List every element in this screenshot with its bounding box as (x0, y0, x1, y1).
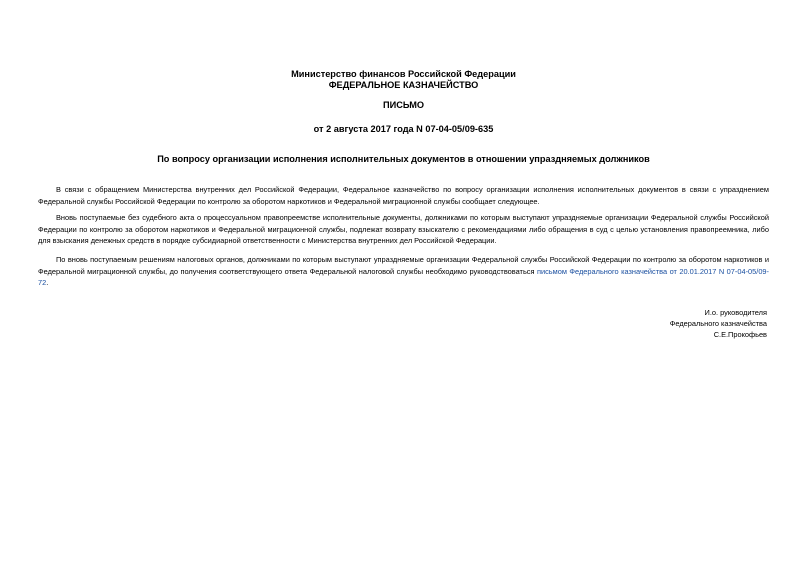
signatory-name: С.Е.Прокофьев (713, 330, 767, 339)
treasury-title: ФЕДЕРАЛЬНОЕ КАЗНАЧЕЙСТВО (328, 80, 479, 90)
document-date-number: от 2 августа 2017 года N 07-04-05/09-635 (313, 124, 494, 134)
document-type: ПИСЬМО (382, 100, 425, 110)
signatory-organization: Федерального казначейства (669, 319, 767, 328)
body-paragraph-2: Вновь поступаемые без судебного акта о процессуальном правопреемстве исполнительные документы, должниками по которым выступают упраздняемые организации Федеральной службы Российской Федерации по контролю за оборотом наркотиков и Федеральной миграционной службы, подлежат возврату взыскателю с рекомендациями либо обращения в суд с целью установления правопреемника, либо для взыскания денежных средств в порядке субсидиарной ответственности с Министерства внутренних дел Российской Федерации. (38, 213, 769, 245)
body-paragraph-3 (38, 254, 769, 289)
paragraph-3-text: По вновь поступаемым решениям налоговых органов, должниками по которым выступают упраздняемые организации Федеральной службы Российской Федерации по контролю за оборотом наркотиков и Федеральной миграционной службы, до получения соответствующего ответа Федеральной налоговой службы необходимо руководствоваться (38, 255, 769, 276)
body-paragraph-1: В связи с обращением Министерства внутренних дел Российской Федерации, Федеральное казначейство по вопросу организации исполнения исполнительных документов в связи с упразднением Федеральной службы Российской Федерации по контролю за оборотом наркотиков и Федеральной миграционной службы сообщает следующее. (38, 185, 769, 206)
document-subject: По вопросу организации исполнения исполнительных документов в отношении упраздняемых должников (157, 154, 650, 164)
paragraph-3-end: . (46, 278, 49, 287)
referenced-letter-link[interactable]: письмом Федерального казначейства от 20.01.2017 N 07-04-05/09-72 (38, 266, 770, 287)
signatory-position: И.о. руководителя (704, 308, 767, 317)
ministry-title: Министерство финансов Российской Федерации (291, 69, 516, 79)
